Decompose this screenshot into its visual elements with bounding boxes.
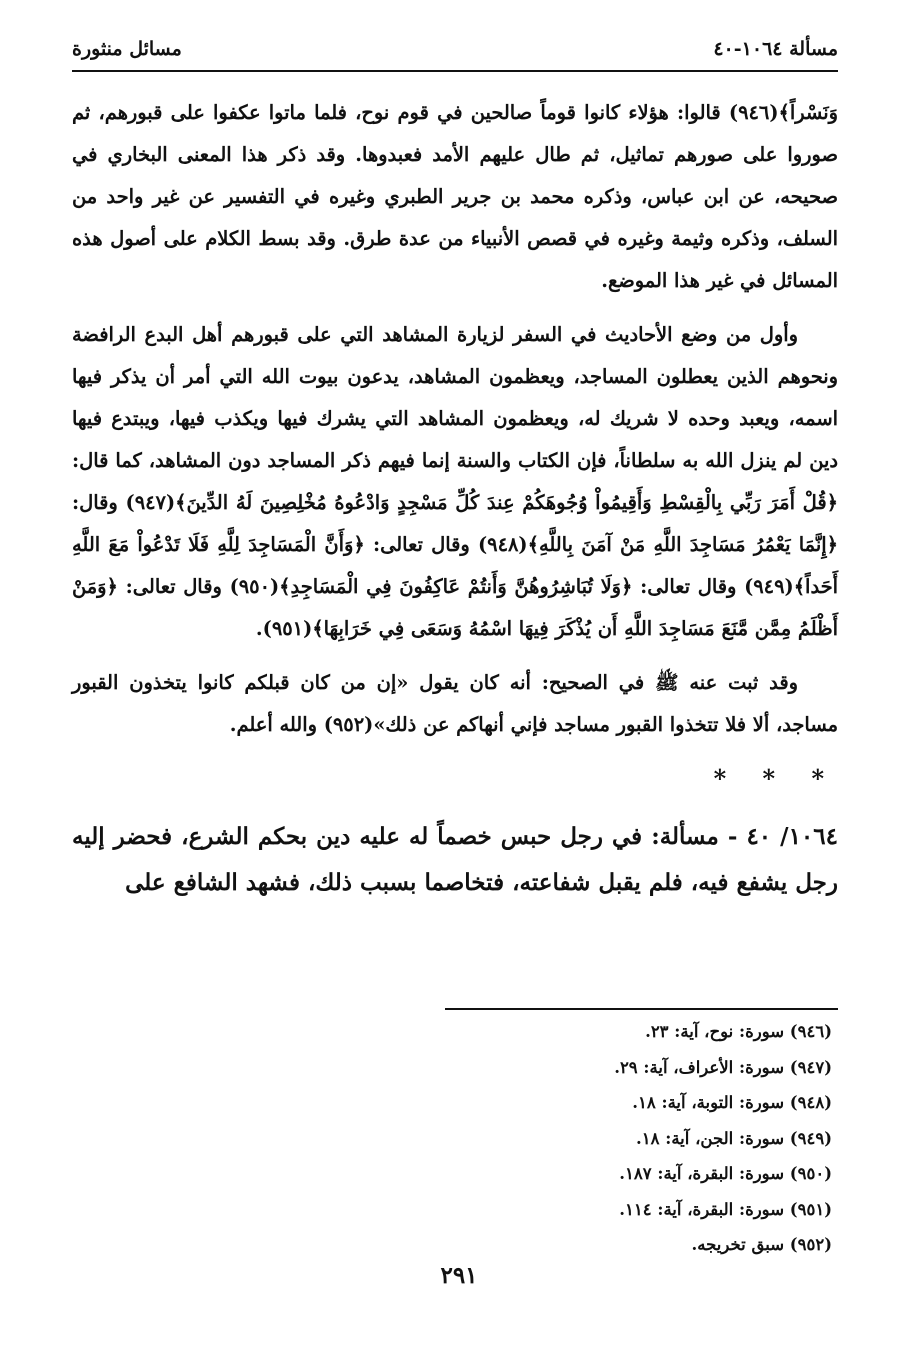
issue-number-label: ١٠٦٤/ ٤٠ - مسألة: (651, 823, 838, 850)
footnote: (٩٥٢) سبق تخريجه. (691, 1235, 832, 1254)
issue-label: مسألة ١٠٦٤-٤٠ (713, 38, 838, 60)
footnote-divider (445, 1008, 838, 1010)
paragraph: وَنَسْراً﴾(٩٤٦) قالوا: هؤلاء كانوا قوماً صالحين في قوم نوح، فلما ماتوا عكفوا على قبورهم، ثم صوروا على صورهم تماثيل، ثم طال عليهم الأمد فعبدوها. وقد ذكر هذا المعنى البخاري في صحيحه، عن ابن عباس، وذكره محمد بن جرير الطبري وغيره في التفسير عن غير واحد من السلف، وذكره وثيمة وغيره في قصص الأنبياء من عدة طرق. وقد بسط الكلام على أصول هذه المسائل في غير هذا الموضع. (72, 101, 838, 292)
paragraph: وقد ثبت عنه ﷺ في الصحيح: أنه كان يقول «إن من كان قبلكم كانوا يتخذون القبور مساجد، ألا فلا تتخذوا القبور مساجد فإني أنهاكم عن ذلك»(٩٥٢) والله أعلم. (72, 671, 838, 736)
book-title: مسائل منثورة (72, 38, 182, 60)
footnote: (٩٥١) سورة: البقرة، آية: ١١٤. (619, 1199, 832, 1219)
main-text (72, 92, 838, 918)
paragraph: وأول من وضع الأحاديث في السفر لزيارة المشاهد التي على قبورهم أهل البدع الرافضة ونحوهم الذين يعطلون المساجد، ويعظمون المشاهد، يدعون بيوت الله التي أمر أن يذكر فيها اسمه، ويعبد وحده لا شريك له، ويعظمون المشاهد التي يشرك فيها ويكذب فيها، ويبتدع فيها دين لم ينزل الله به سلطاناً، فإن الكتاب والسنة إنما فيهم ذكر المساجد دون المشاهد، كما قال: ﴿قُلْ أَمَرَ رَبِّي بِالْقِسْطِ وَأَقِيمُواْ وُجُوهَكُمْ عِندَ كُلِّ مَسْجِدٍ وَادْعُوهُ مُخْلِصِينَ لَهُ الدِّينَ﴾(٩٤٧) وقال: ﴿إِنَّمَا يَعْمُرُ مَسَاجِدَ اللَّهِ مَنْ آمَنَ بِاللَّهِ﴾(٩٤٨) وقال تعالى: ﴿وَأَنَّ الْمَسَاجِدَ لِلَّهِ فَلَا تَدْعُواْ مَعَ اللَّهِ أَحَداً﴾(٩٤٩) وقال تعالى: ﴿وَلَا تُبَاشِرُوهُنَّ وَأَنتُمْ عَاكِفُونَ فِي الْمَسَاجِدِ﴾(٩٥٠) وقال تعالى: ﴿وَمَنْ أَظْلَمُ مِمَّن مَّنَعَ مَسَاجِدَ اللَّهِ أَن يُذْكَرَ فِيهَا اسْمُهُ وَسَعَى فِي خَرَابِهَا﴾(٩٥١). (72, 323, 839, 640)
page-header (72, 30, 838, 68)
footnote: (٩٤٨) سورة: التوبة، آية: ١٨. (632, 1093, 832, 1112)
footnote: (٩٤٩) سورة: الجن، آية: ١٨. (636, 1128, 832, 1148)
footnotes (332, 1014, 832, 1263)
header-divider (72, 70, 838, 72)
issue-question-text: في رجل حبس خصماً له عليه دين بحكم الشرع، فحضر إليه رجل يشفع فيه، فلم يقبل شفاعته، فتخاصما بسبب ذلك، فشهد الشافع على (72, 823, 838, 896)
footnote: (٩٥٠) سورة: البقرة، آية: ١٨٧. (619, 1164, 832, 1183)
footnote: (٩٤٧) سورة: الأعراف، آية: ٢٩. (614, 1057, 832, 1077)
issue-paragraph (72, 814, 838, 906)
page-number: ٢٩١ (440, 1262, 478, 1289)
section-separator: * * * (713, 764, 838, 793)
footnote: (٩٤٦) سورة: نوح، آية: ٢٣. (645, 1022, 832, 1041)
